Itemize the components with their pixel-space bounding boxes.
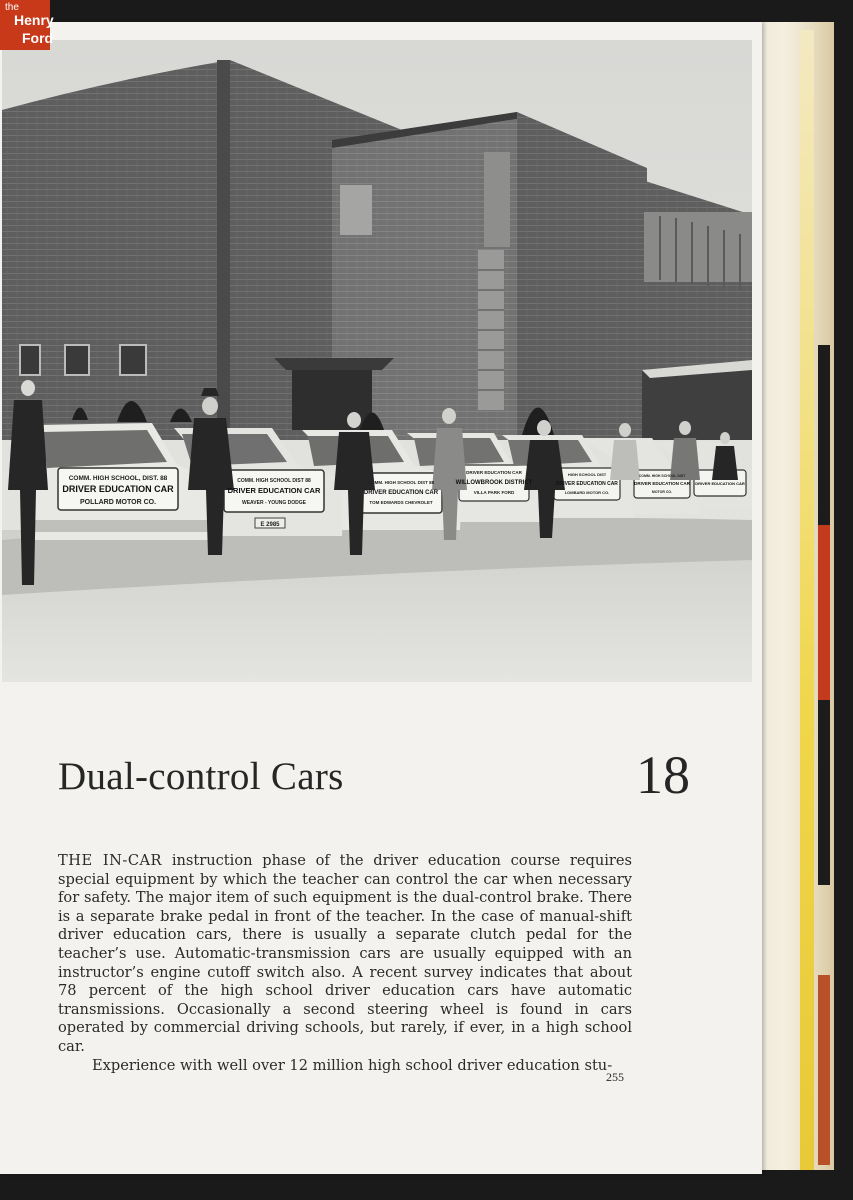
sign-line: POLLARD MOTOR CO. xyxy=(79,499,157,506)
book-spine-strip xyxy=(800,30,814,1170)
photo-illustration xyxy=(2,40,752,682)
chapter-number: 18 xyxy=(636,745,690,805)
chapter-title: Dual-control Cars xyxy=(58,755,344,798)
paragraph: Experience with well over 12 million high school driver education stu- xyxy=(92,1056,613,1074)
book-page xyxy=(0,22,762,1174)
sign-line: COMM. HIGH SCHOOL DIST xyxy=(638,474,686,478)
sign-line: DRIVER EDUCATION CAR xyxy=(363,490,439,496)
sign-line: DRIVER EDUCATION CAR xyxy=(227,486,321,495)
sign-line: WILLOWBROOK DISTRICT xyxy=(455,480,533,486)
sign-line: COMM. HIGH SCHOOL, DIST. 88 xyxy=(68,475,168,482)
sign-line: VILLA PARK FORD xyxy=(473,490,515,495)
driver-education-cars-photo xyxy=(2,40,752,682)
sign-line: MOTOR CO. xyxy=(651,490,673,494)
sign-line: LOMBARD MOTOR CO. xyxy=(564,490,610,495)
sign-line: DRIVER EDUCATION CAR xyxy=(556,481,618,487)
sign-line: TOM EDWARDS CHEVROLET xyxy=(369,500,433,505)
henry-ford-logo xyxy=(0,0,54,50)
sign-line: HIGH SCHOOL DIST xyxy=(567,472,607,477)
sign-line: DRIVER EDUCATION CAR xyxy=(695,481,745,486)
sign-line: DRIVER EDUCATION CAR xyxy=(466,470,522,475)
page-number: 255 xyxy=(606,1070,624,1084)
sign-line: WEAVER - YOUNG DODGE xyxy=(242,500,306,506)
page-tab-marker xyxy=(818,975,830,1165)
logo-text-ford: Ford xyxy=(22,30,54,46)
paragraph xyxy=(58,852,632,1057)
logo-text-the: the xyxy=(5,2,19,13)
sign-line: COMM. HIGH SCHOOL DIST 88 xyxy=(237,478,311,484)
paragraph-text: instruction phase of the driver education course requires special equipment by which the teacher can control the car when necessary for safety. The major item of such equipment is the dual-control brake. There is a separate brake pedal in front of the teacher. In the case of manual-shift driver education cars, there is usually a separate clutch pedal for the teacher’s use. Automatic-transmission cars are usually equipped with an instructor’s engine cutoff switch also. A recent survey indicates that about 78 percent of the high school driver education cars have automatic transmissions. Occasionally a second steering wheel is found in cars operated by commercial driving schools, but rarely, if ever, in a high school car. xyxy=(58,852,632,1055)
sign-line: COMM. HIGH SCHOOL DIST 88 xyxy=(367,480,435,485)
logo-text-henry: Henry xyxy=(14,12,54,28)
page-tab-marker xyxy=(818,700,830,885)
license-plate-text: E 2985 xyxy=(260,522,280,528)
paragraph-lead: THE IN-CAR xyxy=(58,852,163,869)
body-text xyxy=(58,852,632,1075)
sign-line: DRIVER EDUCATION CAR xyxy=(62,484,174,494)
page-tab-marker xyxy=(818,525,830,700)
sign-line: DRIVER EDUCATION CAR xyxy=(634,481,690,486)
page-tab-marker xyxy=(818,345,830,525)
